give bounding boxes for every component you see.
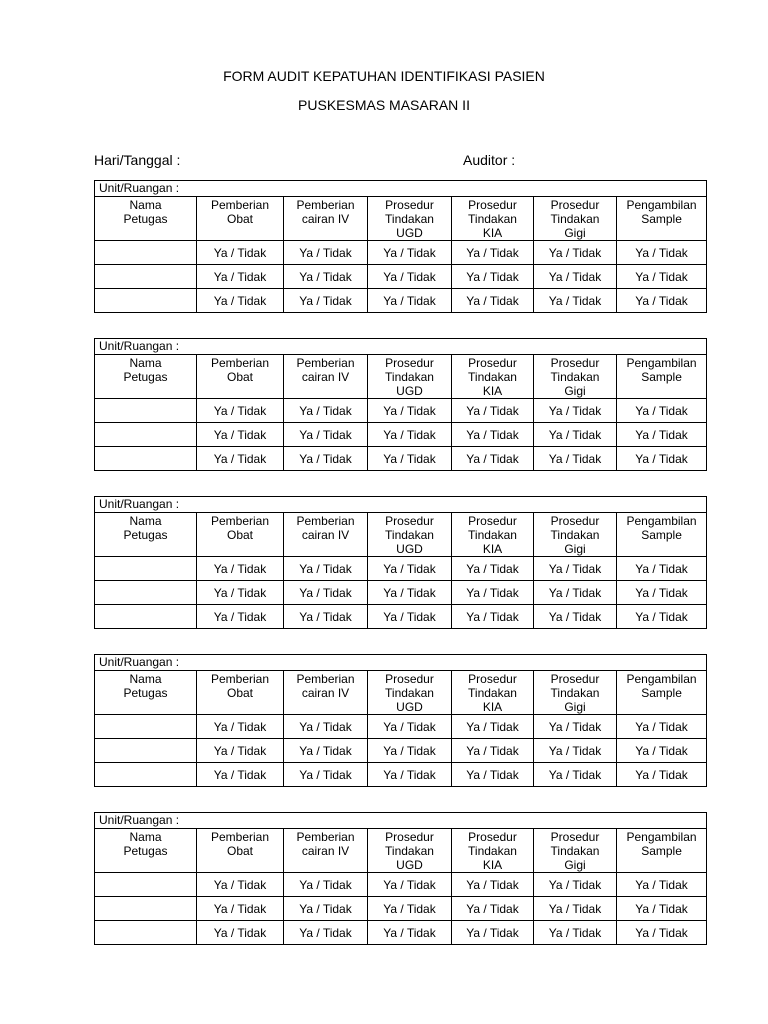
ya-tidak-cell[interactable]: Ya / Tidak (534, 715, 617, 739)
ya-tidak-cell[interactable]: Ya / Tidak (452, 921, 534, 945)
ya-tidak-cell[interactable]: Ya / Tidak (452, 447, 534, 471)
table-row (95, 447, 707, 471)
column-header (534, 513, 617, 557)
column-header (197, 513, 284, 557)
ya-tidak-cell[interactable]: Ya / Tidak (534, 557, 617, 581)
column-header (197, 355, 284, 399)
column-header-line: Prosedur (550, 356, 600, 370)
column-header-line: Prosedur (385, 356, 434, 370)
column-header-line: Petugas (123, 212, 168, 226)
column-header-line: Tindakan (385, 686, 434, 700)
column-header (617, 671, 707, 715)
ya-tidak-cell[interactable]: Ya / Tidak (617, 447, 707, 471)
column-header-line: Tindakan (385, 844, 434, 858)
column-header-line: Tindakan (550, 528, 600, 542)
ya-tidak-cell[interactable]: Ya / Tidak (197, 715, 284, 739)
column-header-line: Obat (226, 212, 253, 226)
nama-petugas-cell[interactable] (95, 921, 197, 945)
nama-petugas-cell[interactable] (95, 557, 197, 581)
column-header-line: Obat (226, 528, 253, 542)
column-header-line: Gigi (564, 226, 586, 240)
ya-tidak-cell[interactable]: Ya / Tidak (452, 289, 534, 313)
audit-table (94, 180, 707, 313)
nama-petugas-cell[interactable] (95, 265, 197, 289)
column-header (284, 671, 368, 715)
column-header-line: Pengambilan (626, 356, 697, 370)
audit-table (94, 496, 707, 629)
ya-tidak-cell[interactable]: Ya / Tidak (284, 423, 368, 447)
ya-tidak-cell[interactable]: Ya / Tidak (197, 873, 284, 897)
unit-ruangan-label: Unit/Ruangan : (95, 813, 707, 829)
column-header (368, 829, 452, 873)
ya-tidak-cell[interactable]: Ya / Tidak (197, 399, 284, 423)
column-header-line: cairan IV (301, 528, 350, 542)
column-header (452, 829, 534, 873)
column-header (452, 197, 534, 241)
column-header-line: Tindakan (550, 844, 600, 858)
ya-tidak-cell[interactable]: Ya / Tidak (534, 399, 617, 423)
column-header-line: Sample (641, 370, 682, 384)
column-header (617, 355, 707, 399)
column-header-line: cairan IV (301, 370, 350, 384)
ya-tidak-cell[interactable]: Ya / Tidak (452, 715, 534, 739)
column-header-line: Pengambilan (626, 514, 697, 528)
table-row (95, 921, 707, 945)
column-header-line: Obat (226, 844, 253, 858)
nama-petugas-cell[interactable] (95, 423, 197, 447)
table-row (95, 763, 707, 787)
column-header-line: Prosedur (468, 514, 517, 528)
ya-tidak-cell[interactable]: Ya / Tidak (617, 241, 707, 265)
ya-tidak-cell[interactable]: Ya / Tidak (368, 423, 452, 447)
column-header (534, 671, 617, 715)
ya-tidak-cell[interactable]: Ya / Tidak (284, 739, 368, 763)
column-header (284, 513, 368, 557)
audit-table (94, 338, 707, 471)
column-header-line: cairan IV (301, 686, 350, 700)
column-header-line: KIA (482, 226, 503, 240)
table-row (95, 423, 707, 447)
ya-tidak-cell[interactable]: Ya / Tidak (617, 399, 707, 423)
column-header-line: Sample (641, 844, 682, 858)
ya-tidak-cell[interactable]: Ya / Tidak (197, 447, 284, 471)
table-row (95, 265, 707, 289)
column-header (452, 355, 534, 399)
column-header-line: Tindakan (550, 686, 600, 700)
unit-ruangan-label: Unit/Ruangan : (95, 181, 707, 197)
ya-tidak-cell[interactable]: Ya / Tidak (197, 265, 284, 289)
ya-tidak-cell[interactable]: Ya / Tidak (284, 557, 368, 581)
column-header (197, 829, 284, 873)
ya-tidak-cell[interactable]: Ya / Tidak (368, 921, 452, 945)
column-header (368, 355, 452, 399)
column-header-line: Pemberian (296, 198, 355, 212)
ya-tidak-cell[interactable]: Ya / Tidak (368, 289, 452, 313)
column-header (368, 197, 452, 241)
ya-tidak-cell[interactable]: Ya / Tidak (368, 557, 452, 581)
ya-tidak-cell[interactable]: Ya / Tidak (617, 873, 707, 897)
ya-tidak-cell[interactable]: Ya / Tidak (368, 739, 452, 763)
column-header-line: Tindakan (468, 528, 517, 542)
ya-tidak-cell[interactable]: Ya / Tidak (368, 241, 452, 265)
ya-tidak-cell[interactable]: Ya / Tidak (452, 557, 534, 581)
ya-tidak-cell[interactable]: Ya / Tidak (534, 605, 617, 629)
column-header-line: Tindakan (468, 686, 517, 700)
ya-tidak-cell[interactable]: Ya / Tidak (284, 605, 368, 629)
ya-tidak-cell[interactable]: Ya / Tidak (197, 921, 284, 945)
nama-petugas-cell[interactable] (95, 763, 197, 787)
column-header (197, 671, 284, 715)
ya-tidak-cell[interactable]: Ya / Tidak (534, 265, 617, 289)
unit-ruangan-label: Unit/Ruangan : (95, 339, 707, 355)
ya-tidak-cell[interactable]: Ya / Tidak (534, 763, 617, 787)
nama-petugas-cell[interactable] (95, 897, 197, 921)
column-header (452, 671, 534, 715)
ya-tidak-cell[interactable]: Ya / Tidak (617, 715, 707, 739)
column-header-line: UGD (396, 858, 423, 872)
ya-tidak-cell[interactable]: Ya / Tidak (284, 763, 368, 787)
column-header (452, 513, 534, 557)
column-header-line: UGD (396, 700, 423, 714)
column-header-line: Petugas (123, 686, 168, 700)
audit-table (94, 654, 707, 787)
ya-tidak-cell[interactable]: Ya / Tidak (617, 289, 707, 313)
ya-tidak-cell[interactable]: Ya / Tidak (617, 423, 707, 447)
ya-tidak-cell[interactable]: Ya / Tidak (617, 763, 707, 787)
column-header-line: Prosedur (468, 198, 517, 212)
auditor-label: Auditor : (463, 152, 516, 168)
column-header-line: Nama (129, 514, 162, 528)
unit-ruangan-label: Unit/Ruangan : (95, 497, 707, 513)
ya-tidak-cell[interactable]: Ya / Tidak (368, 265, 452, 289)
ya-tidak-cell[interactable]: Ya / Tidak (284, 241, 368, 265)
ya-tidak-cell[interactable]: Ya / Tidak (534, 873, 617, 897)
ya-tidak-cell[interactable]: Ya / Tidak (534, 241, 617, 265)
ya-tidak-cell[interactable]: Ya / Tidak (452, 605, 534, 629)
ya-tidak-cell[interactable]: Ya / Tidak (534, 423, 617, 447)
column-header (95, 197, 197, 241)
table-row (95, 739, 707, 763)
column-header (95, 513, 197, 557)
nama-petugas-cell[interactable] (95, 605, 197, 629)
ya-tidak-cell[interactable]: Ya / Tidak (534, 739, 617, 763)
column-header-line: KIA (482, 700, 503, 714)
ya-tidak-cell[interactable]: Ya / Tidak (284, 897, 368, 921)
column-header-line: Pengambilan (626, 830, 697, 844)
column-header-line: Sample (641, 686, 682, 700)
column-header-line: Pemberian (210, 198, 270, 212)
column-header-line: Pemberian (296, 830, 355, 844)
column-header-line: Tindakan (385, 528, 434, 542)
ya-tidak-cell[interactable]: Ya / Tidak (197, 557, 284, 581)
nama-petugas-cell[interactable] (95, 241, 197, 265)
column-header-line: Prosedur (550, 672, 600, 686)
ya-tidak-cell[interactable]: Ya / Tidak (368, 605, 452, 629)
column-header-line: Prosedur (468, 356, 517, 370)
ya-tidak-cell[interactable]: Ya / Tidak (534, 921, 617, 945)
column-header (284, 355, 368, 399)
nama-petugas-cell[interactable] (95, 715, 197, 739)
column-header-line: Prosedur (468, 830, 517, 844)
column-header-line: cairan IV (301, 844, 350, 858)
ya-tidak-cell[interactable]: Ya / Tidak (368, 715, 452, 739)
ya-tidak-cell[interactable]: Ya / Tidak (197, 763, 284, 787)
column-header-line: Tindakan (385, 370, 434, 384)
ya-tidak-cell[interactable]: Ya / Tidak (534, 897, 617, 921)
ya-tidak-cell[interactable]: Ya / Tidak (617, 557, 707, 581)
nama-petugas-cell[interactable] (95, 739, 197, 763)
column-header-line: Tindakan (550, 212, 600, 226)
column-header-line: Petugas (123, 844, 168, 858)
column-header-line: KIA (482, 542, 503, 556)
ya-tidak-cell[interactable]: Ya / Tidak (534, 289, 617, 313)
audit-table (94, 812, 707, 945)
table-row (95, 605, 707, 629)
ya-tidak-cell[interactable]: Ya / Tidak (197, 581, 284, 605)
ya-tidak-cell[interactable]: Ya / Tidak (284, 581, 368, 605)
ya-tidak-cell[interactable]: Ya / Tidak (452, 241, 534, 265)
column-header-line: Pemberian (296, 672, 355, 686)
ya-tidak-cell[interactable]: Ya / Tidak (197, 289, 284, 313)
column-header-line: Pemberian (210, 672, 270, 686)
table-row (95, 289, 707, 313)
column-header-line: Tindakan (385, 212, 434, 226)
ya-tidak-cell[interactable]: Ya / Tidak (617, 581, 707, 605)
column-header-line: Pengambilan (626, 198, 697, 212)
ya-tidak-cell[interactable]: Ya / Tidak (452, 897, 534, 921)
column-header-line: Sample (641, 528, 682, 542)
ya-tidak-cell[interactable]: Ya / Tidak (452, 763, 534, 787)
column-header-line: Prosedur (385, 514, 434, 528)
column-header-line: Tindakan (468, 370, 517, 384)
nama-petugas-cell[interactable] (95, 399, 197, 423)
column-header-line: Pemberian (296, 514, 355, 528)
column-header-line: Prosedur (385, 830, 434, 844)
ya-tidak-cell[interactable]: Ya / Tidak (617, 265, 707, 289)
table-row (95, 241, 707, 265)
ya-tidak-cell[interactable]: Ya / Tidak (284, 265, 368, 289)
column-header-line: Prosedur (550, 198, 600, 212)
hari-tanggal-label: Hari/Tanggal : (94, 152, 181, 168)
ya-tidak-cell[interactable]: Ya / Tidak (368, 447, 452, 471)
ya-tidak-cell[interactable]: Ya / Tidak (452, 873, 534, 897)
column-header-line: Gigi (564, 384, 586, 398)
unit-ruangan-label: Unit/Ruangan : (95, 655, 707, 671)
ya-tidak-cell[interactable]: Ya / Tidak (284, 921, 368, 945)
table-row (95, 557, 707, 581)
ya-tidak-cell[interactable]: Ya / Tidak (452, 265, 534, 289)
column-header (368, 513, 452, 557)
ya-tidak-cell[interactable]: Ya / Tidak (197, 605, 284, 629)
column-header-line: Gigi (564, 700, 586, 714)
column-header (197, 197, 284, 241)
column-header-line: KIA (482, 384, 503, 398)
column-header-line: Pemberian (210, 356, 270, 370)
column-header-line: Obat (226, 686, 253, 700)
ya-tidak-cell[interactable]: Ya / Tidak (617, 921, 707, 945)
ya-tidak-cell[interactable]: Ya / Tidak (534, 581, 617, 605)
ya-tidak-cell[interactable]: Ya / Tidak (452, 399, 534, 423)
column-header (284, 829, 368, 873)
ya-tidak-cell[interactable]: Ya / Tidak (368, 399, 452, 423)
column-header-line: Sample (641, 212, 682, 226)
nama-petugas-cell[interactable] (95, 447, 197, 471)
column-header-line: Petugas (123, 528, 168, 542)
column-header-line: Pemberian (210, 830, 270, 844)
column-header-line: Nama (129, 198, 162, 212)
column-header (95, 355, 197, 399)
table-row (95, 399, 707, 423)
ya-tidak-cell[interactable]: Ya / Tidak (197, 897, 284, 921)
nama-petugas-cell[interactable] (95, 873, 197, 897)
table-row (95, 897, 707, 921)
ya-tidak-cell[interactable]: Ya / Tidak (284, 873, 368, 897)
column-header-line: Prosedur (550, 514, 600, 528)
column-header-line: Pemberian (210, 514, 270, 528)
ya-tidak-cell[interactable]: Ya / Tidak (617, 739, 707, 763)
column-header-line: Nama (129, 830, 162, 844)
column-header (617, 829, 707, 873)
ya-tidak-cell[interactable]: Ya / Tidak (197, 423, 284, 447)
column-header (534, 355, 617, 399)
ya-tidak-cell[interactable]: Ya / Tidak (197, 241, 284, 265)
column-header-line: Gigi (564, 542, 586, 556)
ya-tidak-cell[interactable]: Ya / Tidak (617, 897, 707, 921)
column-header-line: Pengambilan (626, 672, 697, 686)
column-header-line: Gigi (564, 858, 586, 872)
column-header-line: Prosedur (385, 198, 434, 212)
column-header-line: Obat (226, 370, 253, 384)
form-subtitle: PUSKESMAS MASARAN II (298, 97, 470, 113)
column-header-line: Tindakan (468, 212, 517, 226)
column-header (284, 197, 368, 241)
ya-tidak-cell[interactable]: Ya / Tidak (284, 399, 368, 423)
ya-tidak-cell[interactable]: Ya / Tidak (368, 897, 452, 921)
ya-tidak-cell[interactable]: Ya / Tidak (197, 739, 284, 763)
column-header-line: Pemberian (296, 356, 355, 370)
column-header-line: Prosedur (468, 672, 517, 686)
nama-petugas-cell[interactable] (95, 581, 197, 605)
column-header-line: Prosedur (385, 672, 434, 686)
form-title: FORM AUDIT KEPATUHAN IDENTIFIKASI PASIEN (223, 68, 545, 84)
table-row (95, 715, 707, 739)
column-header-line: Nama (129, 672, 162, 686)
ya-tidak-cell[interactable]: Ya / Tidak (284, 447, 368, 471)
table-row (95, 581, 707, 605)
ya-tidak-cell[interactable]: Ya / Tidak (368, 873, 452, 897)
column-header-line: UGD (396, 226, 423, 240)
column-header (95, 829, 197, 873)
column-header-line: UGD (396, 542, 423, 556)
column-header (534, 197, 617, 241)
ya-tidak-cell[interactable]: Ya / Tidak (368, 763, 452, 787)
column-header-line: Petugas (123, 370, 168, 384)
column-header (368, 671, 452, 715)
column-header-line: cairan IV (301, 212, 350, 226)
column-header-line: Tindakan (550, 370, 600, 384)
ya-tidak-cell[interactable]: Ya / Tidak (284, 715, 368, 739)
column-header-line: KIA (482, 858, 503, 872)
column-header (617, 513, 707, 557)
column-header-line: Tindakan (468, 844, 517, 858)
column-header-line: UGD (396, 384, 423, 398)
column-header (617, 197, 707, 241)
ya-tidak-cell[interactable]: Ya / Tidak (452, 739, 534, 763)
ya-tidak-cell[interactable]: Ya / Tidak (452, 423, 534, 447)
ya-tidak-cell[interactable]: Ya / Tidak (284, 289, 368, 313)
column-header (95, 671, 197, 715)
ya-tidak-cell[interactable]: Ya / Tidak (617, 605, 707, 629)
table-row (95, 873, 707, 897)
column-header-line: Nama (129, 356, 162, 370)
nama-petugas-cell[interactable] (95, 289, 197, 313)
column-header (534, 829, 617, 873)
ya-tidak-cell[interactable]: Ya / Tidak (368, 581, 452, 605)
column-header-line: Prosedur (550, 830, 600, 844)
ya-tidak-cell[interactable]: Ya / Tidak (452, 581, 534, 605)
ya-tidak-cell[interactable]: Ya / Tidak (534, 447, 617, 471)
